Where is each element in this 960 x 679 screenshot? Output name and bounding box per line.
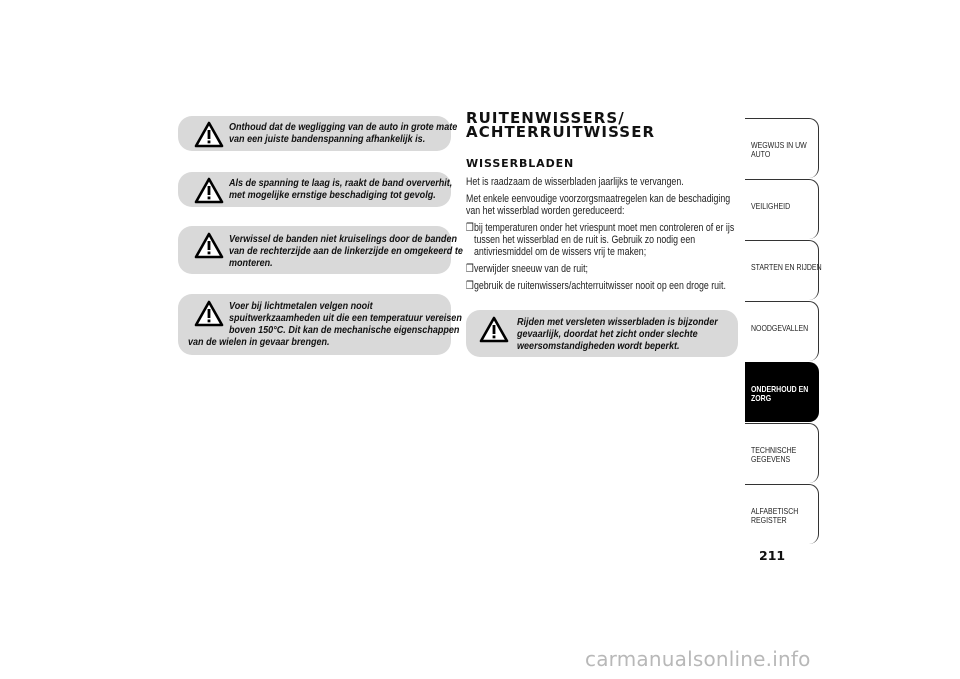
warning-box-tyre-rotation bbox=[178, 226, 463, 274]
tab-wegwijs[interactable]: WEGWIJS IN UW AUTO bbox=[745, 118, 819, 178]
paragraph-precautions: Met enkele eenvoudige voorzorgsmaatregelen kan de beschadiging van het wisserblad worden gereduceerd: bbox=[466, 193, 731, 217]
warning-box-low-pressure bbox=[178, 172, 451, 207]
section-title: RUITENWISSERS/ ACHTERRUITWISSER bbox=[466, 109, 656, 141]
warning-text: Voer bij lichtmetalen velgen nooit spuitwerkzaamheden uit die een temperatuur vereisen boven 150°C. Dit kan de mechanische eigenschappen bbox=[229, 300, 462, 336]
list-item: ❒gebruik de ruitenwissers/achterruitwisser nooit op een droge ruit. bbox=[466, 280, 726, 292]
warning-text-last-line: van de wielen in gevaar brengen. bbox=[188, 336, 330, 348]
warning-text: Als de spanning te laag is, raakt de band oververhit, met mogelijke ernstige beschadiging tot gevolg. bbox=[229, 177, 453, 201]
warning-text: Verwissel de banden niet kruiselings door de banden van de rechterzijde aan de linkerzijde en omgekeerd te monteren. bbox=[229, 233, 463, 269]
tab-noodgevallen[interactable]: NOODGEVALLEN bbox=[745, 301, 819, 361]
warning-text: Rijden met versleten wisserbladen is bijzonder gevaarlijk, doordat het zicht onder slechte weersomstandigheden wordt beperkt. bbox=[517, 316, 718, 352]
checkbox-bullet-icon: ❒ bbox=[466, 263, 474, 275]
warning-box-worn-wipers bbox=[466, 310, 738, 357]
checkbox-bullet-icon: ❒ bbox=[466, 280, 474, 292]
checkbox-bullet-icon: ❒ bbox=[466, 222, 474, 234]
watermark: carmanualsonline.info bbox=[585, 647, 811, 671]
page-number: 211 bbox=[759, 548, 786, 563]
warning-triangle-icon bbox=[194, 121, 224, 148]
warning-triangle-icon bbox=[194, 232, 224, 259]
tab-veiligheid[interactable]: VEILIGHEID bbox=[745, 179, 819, 239]
section-body bbox=[466, 176, 738, 297]
section-subtitle: WISSERBLADEN bbox=[466, 157, 575, 170]
precautions-list bbox=[466, 222, 738, 292]
tab-onderhoud-en-zorg[interactable]: ONDERHOUD EN ZORG bbox=[745, 362, 819, 422]
list-item: ❒verwijder sneeuw van de ruit; bbox=[466, 263, 588, 275]
list-item: ❒bij temperaturen onder het vriespunt moet men controleren of er ijs tussen het wisserblad en de ruit is. Gebruik zo nodig een antivriesmiddel om de wissers vrij te maken; bbox=[466, 222, 735, 258]
paragraph-intro: Het is raadzaam de wisserbladen jaarlijks te vervangen. bbox=[466, 176, 684, 188]
warning-triangle-icon bbox=[194, 300, 224, 327]
warning-text: Onthoud dat de wegligging van de auto in grote mate van een juiste bandenspanning afhankelijk is. bbox=[229, 121, 458, 145]
warning-box-alloy-wheels bbox=[178, 294, 462, 355]
tab-starten-en-rijden[interactable]: STARTEN EN RIJDEN bbox=[745, 240, 819, 300]
warning-triangle-icon bbox=[194, 177, 224, 204]
warning-triangle-icon bbox=[479, 316, 509, 343]
tab-technische-gegevens[interactable]: TECHNISCHE GEGEVENS bbox=[745, 423, 819, 483]
warning-box-tyre-pressure bbox=[178, 116, 458, 151]
tab-alfabetisch-register[interactable]: ALFABETISCH REGISTER bbox=[745, 484, 819, 544]
